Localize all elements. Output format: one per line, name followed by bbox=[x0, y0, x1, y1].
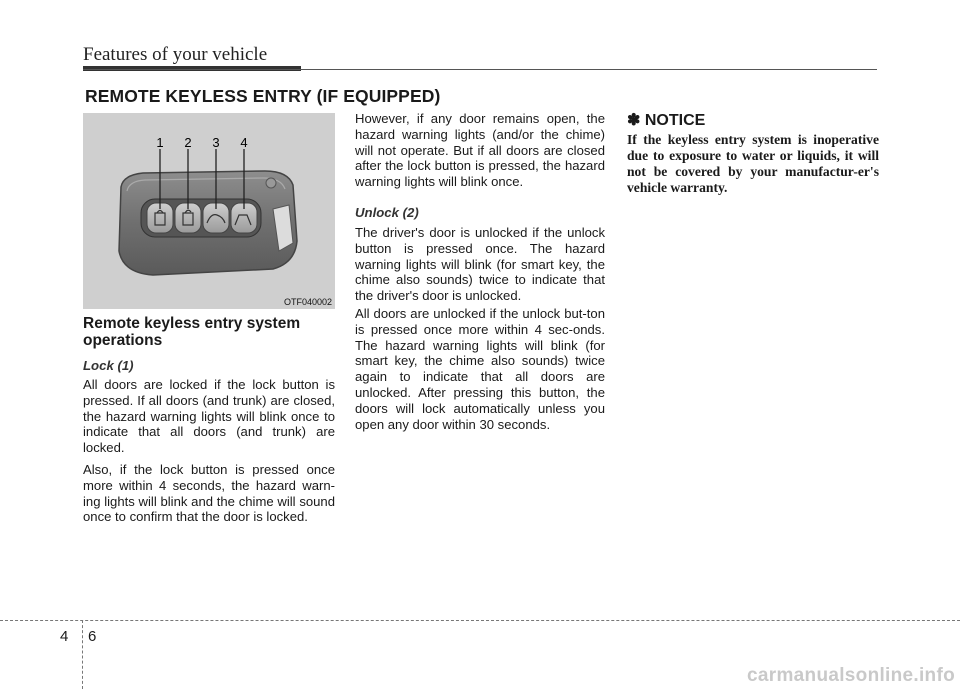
button-number-1: 1 bbox=[156, 135, 164, 150]
site-watermark: carmanualsonline.info bbox=[747, 665, 955, 686]
left-column bbox=[83, 315, 335, 525]
unlock-heading: Unlock (2) bbox=[355, 204, 419, 220]
page-number: 6 bbox=[88, 628, 97, 645]
button-number-2: 2 bbox=[184, 135, 192, 150]
lock-continuation-paragraph: However, if any door remains open, the hazard warning lights (and/or the chime) will not operate. But if all doors are closed after the lock button is pressed, the hazard warning lights will blink once. bbox=[355, 111, 605, 190]
notice-body: If the keyless entry system is inoperative due to exposure to water or liquids, it will not be covered by your manufactur-er's vehicle warranty. bbox=[627, 132, 879, 195]
button-number-3: 3 bbox=[212, 135, 220, 150]
footer-rule bbox=[0, 620, 960, 621]
unlock-paragraph-2: All doors are unlocked if the unlock but-ton is pressed once more within 4 sec-onds. The hazard warning lights will blink (for smart key, the chime also sounds) twice again to indicate that all doors are unlocked. After pressing this button, the doors will lock automatically unless you open any door within 30 seconds. bbox=[355, 305, 605, 432]
smart-key-figure bbox=[83, 113, 335, 309]
notice-box bbox=[627, 110, 879, 196]
header-rule bbox=[83, 69, 877, 70]
subheading-operations: Remote keyless entry system operations bbox=[83, 315, 301, 349]
footer-divider bbox=[82, 620, 83, 689]
section-title: REMOTE KEYLESS ENTRY (IF EQUIPPED) bbox=[85, 86, 441, 106]
lock-paragraph-1: All doors are locked if the lock button is pressed. If all doors (and trunk) are closed, the hazard warning lights will blink once to indicate that all doors (and trunk) are locked. bbox=[83, 377, 335, 456]
unlock-paragraph-1: The driver's door is unlocked if the unlock button is pressed once. The hazard warning lights will blink (for smart key, the chime also sounds) twice to indicate that the driver's door is unlocked. bbox=[355, 224, 605, 304]
lock-paragraph-2: Also, if the lock button is pressed once more within 4 seconds, the hazard warn-ing lights will blink and the chime will sound once to confirm that the door is locked. bbox=[83, 461, 335, 525]
smart-key-illustration bbox=[83, 113, 335, 309]
chapter-number: 4 bbox=[60, 628, 69, 645]
page-header-title: Features of your vehicle bbox=[83, 44, 268, 65]
button-number-4: 4 bbox=[240, 135, 248, 150]
lock-heading: Lock (1) bbox=[83, 358, 134, 373]
middle-column bbox=[355, 111, 605, 432]
figure-code: OTF040002 bbox=[283, 297, 332, 307]
notice-heading: ✽ NOTICE bbox=[627, 112, 706, 129]
